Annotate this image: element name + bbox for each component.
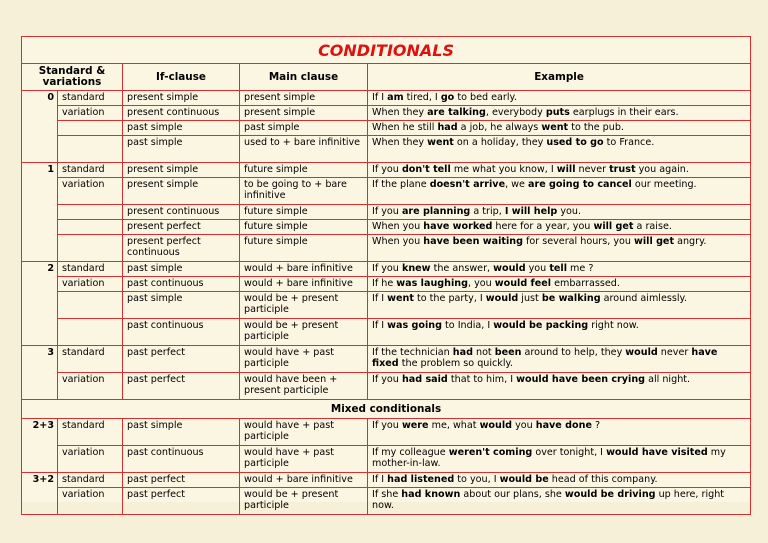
- page-title: CONDITIONALS: [22, 37, 751, 64]
- example-text: never: [657, 347, 692, 358]
- example-text: you: [512, 420, 536, 431]
- example-text: If you: [372, 263, 402, 274]
- example-text: If the plane: [372, 179, 430, 190]
- title-row: [22, 37, 751, 64]
- example-text: If you: [372, 164, 402, 175]
- main-clause-cell: present simple: [240, 91, 368, 106]
- kind-cell: variation: [58, 373, 123, 400]
- example-bold-text: I will help: [504, 206, 558, 217]
- table-row: [22, 205, 751, 220]
- example-text: never: [575, 164, 610, 175]
- example-cell: [368, 277, 751, 292]
- example-text: my mother-in-law.: [372, 447, 726, 469]
- table-row: [22, 262, 751, 277]
- example-bold-text: were: [401, 420, 429, 431]
- example-text: If he: [372, 278, 397, 289]
- example-text: When he still: [372, 122, 438, 133]
- example-cell: [368, 319, 751, 346]
- main-clause-cell: would + bare infinitive: [240, 277, 368, 292]
- example-cell: [368, 292, 751, 319]
- example-text: If the technician: [372, 347, 453, 358]
- mixed-conditionals-heading: Mixed conditionals: [22, 400, 751, 419]
- example-text: earplugs in their ears.: [569, 107, 679, 118]
- example-text: If you: [372, 374, 402, 385]
- example-text: around to help, they: [521, 347, 626, 358]
- kind-cell: variation: [58, 178, 123, 205]
- example-text: , everybody: [485, 107, 546, 118]
- if-clause-cell: present continuous: [123, 106, 240, 121]
- example-bold-text: was going: [387, 320, 442, 331]
- example-bold-text: have fixed: [372, 347, 718, 369]
- example-text: me ?: [566, 263, 594, 274]
- header-if-clause: If-clause: [123, 64, 240, 91]
- table-row: [22, 106, 751, 121]
- kind-cell: standard: [58, 346, 123, 373]
- example-bold-text: went: [387, 293, 414, 304]
- kind-cell: [58, 319, 123, 346]
- kind-cell: standard: [58, 473, 123, 488]
- conditionals-sheet: [21, 36, 750, 511]
- example-text: our meeting.: [631, 179, 697, 190]
- example-text: embarrassed.: [551, 278, 620, 289]
- example-text: up here, right now.: [372, 489, 725, 511]
- example-cell: [368, 419, 751, 446]
- example-text: ?: [591, 420, 601, 431]
- example-text: a trip,: [470, 206, 505, 217]
- example-text: just: [518, 293, 542, 304]
- kind-cell: [58, 205, 123, 220]
- example-text: , you: [467, 278, 495, 289]
- if-clause-cell: past perfect: [123, 488, 240, 515]
- example-bold-text: have been waiting: [423, 236, 523, 247]
- example-text: If I: [372, 293, 388, 304]
- example-text: If she: [372, 489, 402, 500]
- header-main-clause: Main clause: [240, 64, 368, 91]
- example-text: to India, I: [441, 320, 494, 331]
- kind-cell: [58, 292, 123, 319]
- main-clause-cell: would + bare infinitive: [240, 473, 368, 488]
- example-text: to the pub.: [568, 122, 624, 133]
- example-bold-text: have done: [535, 420, 592, 431]
- table-row: [22, 178, 751, 205]
- main-clause-cell: would have been + present participle: [240, 373, 368, 400]
- example-text: If you: [372, 206, 402, 217]
- if-clause-cell: past perfect: [123, 346, 240, 373]
- example-bold-text: went: [427, 137, 454, 148]
- example-cell: [368, 346, 751, 373]
- example-cell: [368, 488, 751, 515]
- example-text: you again.: [635, 164, 689, 175]
- kind-cell: variation: [58, 488, 123, 515]
- example-bold-text: had said: [401, 374, 448, 385]
- example-bold-text: will get: [634, 236, 675, 247]
- if-clause-cell: past simple: [123, 136, 240, 163]
- example-cell: [368, 235, 751, 262]
- header-row: [22, 64, 751, 91]
- example-bold-text: been: [494, 347, 522, 358]
- example-bold-text: had: [452, 347, 473, 358]
- table-row: [22, 220, 751, 235]
- example-text: tired, I: [403, 92, 441, 103]
- example-bold-text: would: [485, 293, 519, 304]
- kind-cell: standard: [58, 419, 123, 446]
- main-clause-cell: to be going to + bare infinitive: [240, 178, 368, 205]
- example-bold-text: go: [440, 92, 455, 103]
- conditional-number: 2+3: [22, 419, 58, 473]
- kind-cell: variation: [58, 277, 123, 292]
- example-bold-text: would be driving: [564, 489, 656, 500]
- main-clause-cell: would be + present participle: [240, 488, 368, 515]
- conditional-number: 2: [22, 262, 58, 346]
- table-row: [22, 136, 751, 163]
- main-clause-cell: would have + past participle: [240, 419, 368, 446]
- example-text: the answer,: [430, 263, 494, 274]
- example-bold-text: doesn't arrive: [429, 179, 506, 190]
- example-text: If you: [372, 420, 402, 431]
- if-clause-cell: past simple: [123, 419, 240, 446]
- main-clause-cell: used to + bare infinitive: [240, 136, 368, 163]
- example-text: If my colleague: [372, 447, 449, 458]
- example-bold-text: will get: [593, 221, 634, 232]
- kind-cell: standard: [58, 163, 123, 178]
- example-bold-text: are planning: [401, 206, 471, 217]
- example-cell: [368, 106, 751, 121]
- example-bold-text: would have been crying: [516, 374, 646, 385]
- if-clause-cell: past continuous: [123, 446, 240, 473]
- main-clause-cell: past simple: [240, 121, 368, 136]
- example-bold-text: will: [556, 164, 576, 175]
- conditional-number: 3: [22, 346, 58, 400]
- table-row: [22, 346, 751, 373]
- if-clause-cell: past simple: [123, 292, 240, 319]
- example-text: , we: [505, 179, 528, 190]
- if-clause-cell: past continuous: [123, 277, 240, 292]
- example-bold-text: had listened: [387, 474, 455, 485]
- kind-cell: standard: [58, 91, 123, 106]
- if-clause-cell: present perfect: [123, 220, 240, 235]
- example-cell: [368, 473, 751, 488]
- table-row: [22, 121, 751, 136]
- conditionals-table: [21, 36, 751, 515]
- table-row: [22, 319, 751, 346]
- example-text: If I: [372, 474, 388, 485]
- main-clause-cell: would have + past participle: [240, 346, 368, 373]
- main-clause-cell: would + bare infinitive: [240, 262, 368, 277]
- if-clause-cell: present continuous: [123, 205, 240, 220]
- example-bold-text: would feel: [494, 278, 552, 289]
- example-bold-text: would be packing: [493, 320, 589, 331]
- header-standard-variations: Standard & variations: [22, 64, 123, 91]
- kind-cell: standard: [58, 262, 123, 277]
- example-bold-text: would be: [499, 474, 549, 485]
- example-bold-text: would have visited: [606, 447, 708, 458]
- example-bold-text: have worked: [423, 221, 493, 232]
- example-text: to bed early.: [454, 92, 517, 103]
- example-text: When you: [372, 236, 424, 247]
- example-text: not: [472, 347, 495, 358]
- example-text: you.: [557, 206, 582, 217]
- example-bold-text: went: [541, 122, 569, 133]
- header-example: Example: [368, 64, 751, 91]
- example-bold-text: are going to cancel: [527, 179, 632, 190]
- table-row: [22, 163, 751, 178]
- example-text: over tonight, I: [532, 447, 607, 458]
- example-text: When you: [372, 221, 424, 232]
- main-clause-cell: future simple: [240, 235, 368, 262]
- example-bold-text: would: [479, 420, 513, 431]
- table-row: [22, 446, 751, 473]
- example-text: here for a year, you: [492, 221, 594, 232]
- example-bold-text: are talking: [427, 107, 486, 118]
- example-bold-text: trust: [609, 164, 636, 175]
- kind-cell: [58, 136, 123, 163]
- example-cell: [368, 446, 751, 473]
- conditional-number: 0: [22, 91, 58, 163]
- example-text: for several hours, you: [522, 236, 634, 247]
- table-row: [22, 292, 751, 319]
- example-bold-text: would: [625, 347, 658, 358]
- main-clause-cell: would be + present participle: [240, 292, 368, 319]
- example-cell: [368, 136, 751, 163]
- example-text: a raise.: [633, 221, 672, 232]
- if-clause-cell: past perfect: [123, 473, 240, 488]
- example-bold-text: was laughing: [396, 278, 468, 289]
- main-clause-cell: future simple: [240, 220, 368, 235]
- table-row: [22, 277, 751, 292]
- table-row: [22, 419, 751, 446]
- conditional-number: 3+2: [22, 473, 58, 515]
- example-cell: [368, 121, 751, 136]
- example-text: that to him, I: [447, 374, 517, 385]
- kind-cell: variation: [58, 106, 123, 121]
- example-text: to you, I: [454, 474, 500, 485]
- example-text: If I: [372, 92, 388, 103]
- example-text: the problem so quickly.: [398, 358, 513, 369]
- main-clause-cell: present simple: [240, 106, 368, 121]
- example-text: to France.: [603, 137, 655, 148]
- table-row: [22, 488, 751, 515]
- example-text: head of this company.: [548, 474, 658, 485]
- example-cell: [368, 262, 751, 277]
- example-bold-text: don't tell: [401, 164, 451, 175]
- example-text: to the party, I: [413, 293, 486, 304]
- table-row: [22, 373, 751, 400]
- example-cell: [368, 163, 751, 178]
- if-clause-cell: past simple: [123, 262, 240, 277]
- kind-cell: [58, 121, 123, 136]
- example-text: you: [525, 263, 550, 274]
- main-clause-cell: future simple: [240, 205, 368, 220]
- example-bold-text: knew: [401, 263, 431, 274]
- main-clause-cell: would have + past participle: [240, 446, 368, 473]
- example-text: around aimlessly.: [600, 293, 687, 304]
- main-clause-cell: future simple: [240, 163, 368, 178]
- table-row: [22, 91, 751, 106]
- kind-cell: [58, 235, 123, 262]
- conditional-number: 1: [22, 163, 58, 262]
- example-cell: [368, 220, 751, 235]
- example-bold-text: be walking: [541, 293, 601, 304]
- if-clause-cell: present simple: [123, 163, 240, 178]
- if-clause-cell: present simple: [123, 178, 240, 205]
- example-bold-text: had known: [401, 489, 461, 500]
- table-row: [22, 235, 751, 262]
- kind-cell: [58, 220, 123, 235]
- example-text: When they: [372, 107, 428, 118]
- example-cell: [368, 373, 751, 400]
- kind-cell: variation: [58, 446, 123, 473]
- example-text: If I: [372, 320, 388, 331]
- if-clause-cell: past continuous: [123, 319, 240, 346]
- example-text: angry.: [674, 236, 707, 247]
- example-cell: [368, 91, 751, 106]
- example-text: on a holiday, they: [453, 137, 547, 148]
- table-row: [22, 473, 751, 488]
- example-text: right now.: [588, 320, 639, 331]
- example-bold-text: tell: [549, 263, 567, 274]
- example-bold-text: had: [437, 122, 458, 133]
- if-clause-cell: present perfect continuous: [123, 235, 240, 262]
- example-bold-text: used to go: [546, 137, 604, 148]
- example-text: a job, he always: [457, 122, 542, 133]
- example-text: me, what: [428, 420, 480, 431]
- example-cell: [368, 178, 751, 205]
- example-bold-text: would: [493, 263, 526, 274]
- example-bold-text: weren't coming: [448, 447, 533, 458]
- example-text: all night.: [645, 374, 691, 385]
- example-text: me what you know, I: [450, 164, 557, 175]
- if-clause-cell: past simple: [123, 121, 240, 136]
- if-clause-cell: past perfect: [123, 373, 240, 400]
- example-bold-text: am: [387, 92, 404, 103]
- example-text: about our plans, she: [460, 489, 565, 500]
- mixed-heading-row: [22, 400, 751, 419]
- example-text: When they: [372, 137, 428, 148]
- main-clause-cell: would be + present participle: [240, 319, 368, 346]
- if-clause-cell: present simple: [123, 91, 240, 106]
- example-cell: [368, 205, 751, 220]
- example-bold-text: puts: [545, 107, 570, 118]
